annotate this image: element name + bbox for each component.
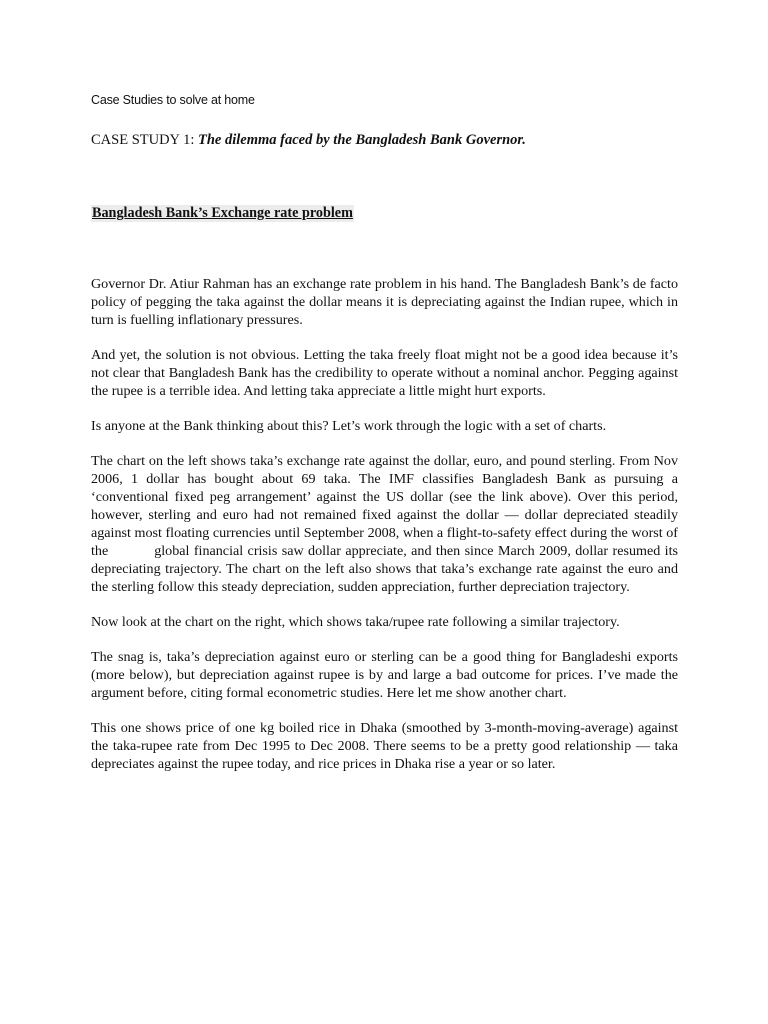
document-body	[91, 275, 678, 790]
case-study-subtitle: The dilemma faced by the Bangladesh Bank Governor.	[198, 132, 526, 148]
case-study-label: CASE STUDY 1:	[91, 132, 199, 148]
paragraph-7: This one shows price of one kg boiled rice in Dhaka (smoothed by 3-month-moving-average) against the taka-rupee rate from Dec 1995 to Dec 2008. There seems to be a pretty good relationship — taka depreciates against the rupee today, and rice prices in Dhaka rise a year or so later.	[91, 720, 678, 772]
paragraph-1: Governor Dr. Atiur Rahman has an exchange rate problem in his hand. The Bangladesh Bank’s de facto policy of pegging the taka against the dollar means it is depreciating against the Indian rupee, which in turn is fuelling inflationary pressures.	[91, 276, 678, 328]
paragraph-4-part-a: The chart on the left shows taka’s exchange rate against the dollar, euro, and pound sterling. From Nov 2006, 1 dollar has bought about 69 taka. The IMF classifies Bangladesh Bank as pursuing a ‘conventional fixed peg arrangement’ against the US dollar (see the link above). Over this period, however, sterling and euro had not remained fixed against the dollar — dollar depreciated steadily against most floating currencies until September 2008, when a flight-to-safety effect during the worst of the	[91, 453, 678, 559]
paragraph-3: Is anyone at the Bank thinking about this? Let’s work through the logic with a set of charts.	[91, 418, 607, 434]
paragraph-2: And yet, the solution is not obvious. Letting the taka freely float might not be a good idea because it’s not clear that Bangladesh Bank has the credibility to operate without a nominal anchor. Pegging against the rupee is a terrible idea. And letting taka appreciate a little might hurt exports.	[91, 347, 678, 399]
paragraph-4	[91, 452, 678, 596]
paragraph-5: Now look at the chart on the right, which shows taka/rupee rate following a similar trajectory.	[91, 614, 620, 630]
header-note: Case Studies to solve at home	[91, 93, 255, 107]
section-heading: Bangladesh Bank’s Exchange rate problem	[92, 205, 353, 221]
paragraph-6: The snag is, taka’s depreciation against euro or sterling can be a good thing for Bangladeshi exports (more below), but depreciation against rupee is by and large a bad outcome for prices. I’ve made the argument before, citing formal econometric studies. Here let me show another chart.	[91, 649, 678, 701]
case-study-title	[91, 132, 526, 149]
paragraph-4-part-b: global financial crisis saw dollar appreciate, and then since March 2009, dollar resumed its depreciating trajectory. The chart on the left also shows that taka’s exchange rate against the euro and the sterling follow this steady depreciation, sudden appreciation, further depreciation trajectory.	[91, 543, 678, 595]
